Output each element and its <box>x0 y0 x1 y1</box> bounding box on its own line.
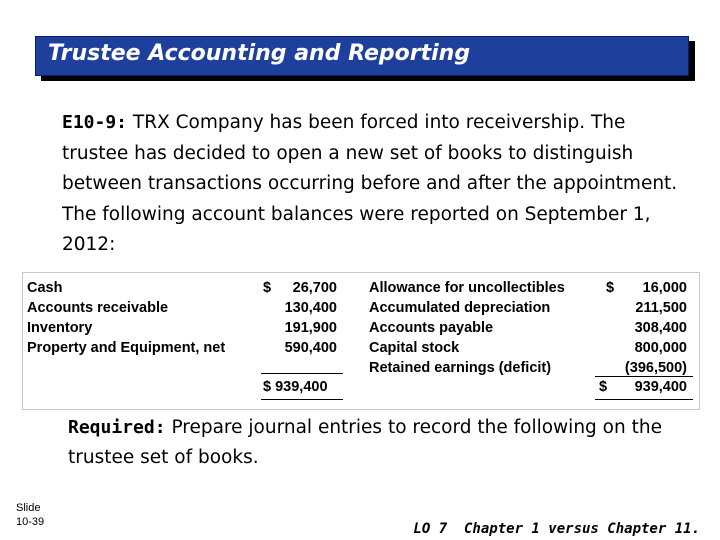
left-total-rule-top <box>261 373 343 374</box>
right-amount-ap: 308,400 <box>634 320 687 336</box>
problem-code: E10-9: <box>62 112 128 133</box>
right-label-capital-stock: Capital stock <box>369 340 460 356</box>
left-amount-cash: 26,700 <box>292 280 337 296</box>
right-currency-allowance: $ <box>606 280 615 296</box>
left-amount-inventory: 191,900 <box>284 320 337 336</box>
left-label-ar: Accounts receivable <box>27 300 169 316</box>
left-total-rule-bottom <box>261 399 343 400</box>
required-statement <box>68 413 688 473</box>
right-label-accum-dep: Accumulated depreciation <box>369 300 551 316</box>
left-amount-ppe: 590,400 <box>284 340 337 356</box>
title-bar <box>35 36 689 76</box>
left-amount-ar: 130,400 <box>284 300 337 316</box>
left-label-ppe: Property and Equipment, net <box>27 340 226 356</box>
left-label-cash: Cash <box>27 280 63 296</box>
account-balances-table <box>22 272 700 410</box>
right-amount-accum-dep: 211,500 <box>635 300 687 316</box>
right-amount-allowance: 16,000 <box>642 280 687 296</box>
problem-text: TRX Company has been forced into receivership. The trustee has decided to open a new set of books to distinguish between transactions occurring before and after the appointment. The following account balances were reported on September 1, 2012: <box>62 112 678 255</box>
left-currency-cash: $ <box>263 280 272 296</box>
slide-title: Trustee Accounting and Reporting <box>48 41 471 66</box>
left-label-inventory: Inventory <box>27 320 93 336</box>
footer-text: LO 7 Chapter 1 versus Chapter 11. <box>413 521 700 537</box>
left-total: $ 939,400 <box>263 379 328 395</box>
slide-id: 10-39 <box>16 516 45 528</box>
right-total-rule-bottom <box>595 399 693 400</box>
right-total: 939,400 <box>634 379 687 395</box>
right-label-allowance: Allowance for uncollectibles <box>369 280 565 296</box>
slide-label: Slide <box>16 502 41 514</box>
right-label-retained-earnings: Retained earnings (deficit) <box>369 360 552 376</box>
footer-note <box>397 505 700 537</box>
right-total-currency: $ <box>599 379 608 395</box>
right-amount-retained-earnings: (396,500) <box>624 360 687 376</box>
right-label-ap: Accounts payable <box>369 320 494 336</box>
slide-number <box>16 501 44 529</box>
problem-statement <box>62 108 682 261</box>
required-text: Prepare journal entries to record the following on the trustee set of books. <box>68 417 662 468</box>
right-amount-capital-stock: 800,000 <box>634 340 687 356</box>
required-label: Required: <box>68 417 166 438</box>
